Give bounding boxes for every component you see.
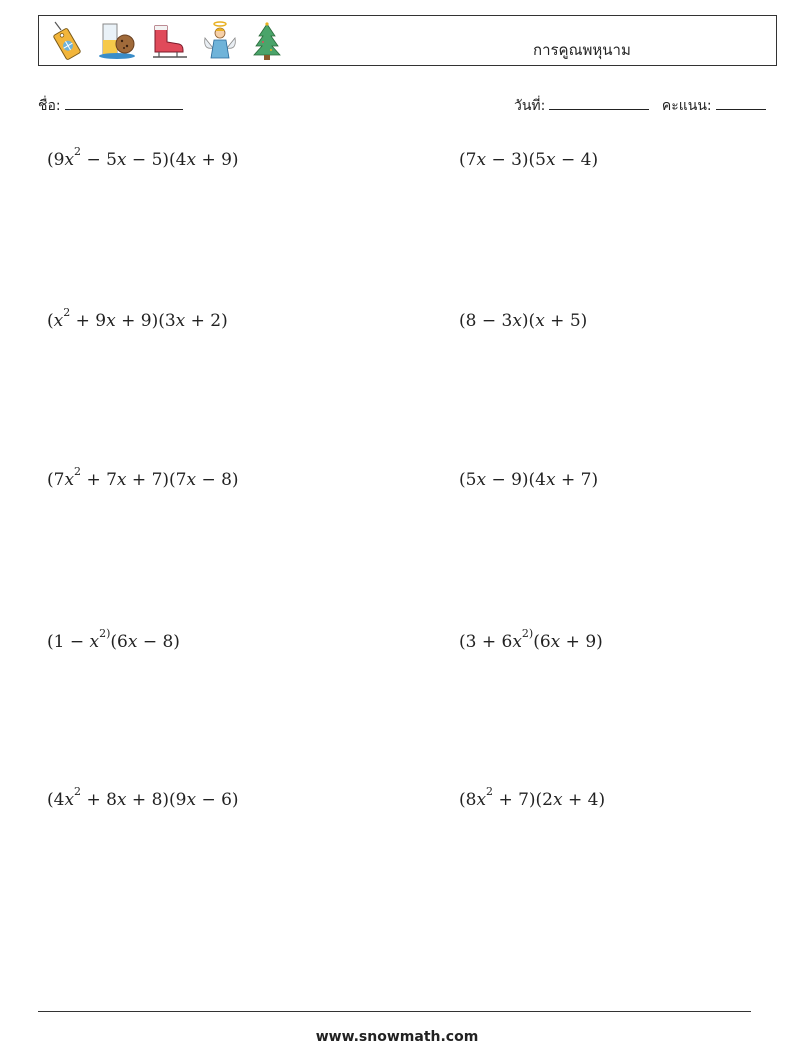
problem-1: $(9x^2 - 5x - 5)(4x + 9)$: [47, 145, 239, 170]
icon-strip: [47, 20, 283, 62]
gift-tag-icon: [47, 20, 85, 62]
problem-5: $(7x^2 + 7x + 7)(7x - 8)$: [47, 465, 239, 490]
name-blank[interactable]: [65, 95, 183, 110]
problem-2: (7x − 3)(5x − 4): [459, 150, 599, 170]
date-label: วันที่:: [514, 98, 546, 114]
score-blank[interactable]: [716, 95, 766, 110]
milk-and-cookie-icon: [97, 20, 137, 62]
date-blank[interactable]: [549, 95, 649, 110]
name-field: [38, 95, 183, 117]
date-score-field: [514, 95, 766, 117]
problem-4: (8 − 3x)(x + 5): [459, 311, 588, 331]
footer-site: www.snowmath.com: [315, 1029, 479, 1045]
problem-6: (5x − 9)(4x + 7): [459, 470, 599, 490]
problem-7: ($1 - x^{2)}(6x - 8)$: [47, 627, 180, 652]
ice-skate-icon: [149, 20, 189, 62]
problem-8: ($3 + 6x^{2)}(6x + 9)$: [459, 627, 603, 652]
worksheet-header: [38, 15, 777, 66]
problem-9: $(4x^2 + 8x + 8)(9x - 6)$: [47, 785, 239, 810]
problem-10: $(8x^2 + 7)(2x + 4)$: [459, 785, 606, 810]
angel-icon: [201, 20, 239, 62]
christmas-tree-icon: [251, 20, 283, 62]
problem-3: $(x^2 + 9x + 9)(3x + 2)$: [47, 306, 228, 331]
name-label: ชื่อ:: [38, 98, 61, 114]
score-label: คะแนน:: [661, 98, 712, 114]
page-title: การคูณพหุนาม: [533, 41, 631, 59]
footer-divider: [38, 1011, 751, 1012]
